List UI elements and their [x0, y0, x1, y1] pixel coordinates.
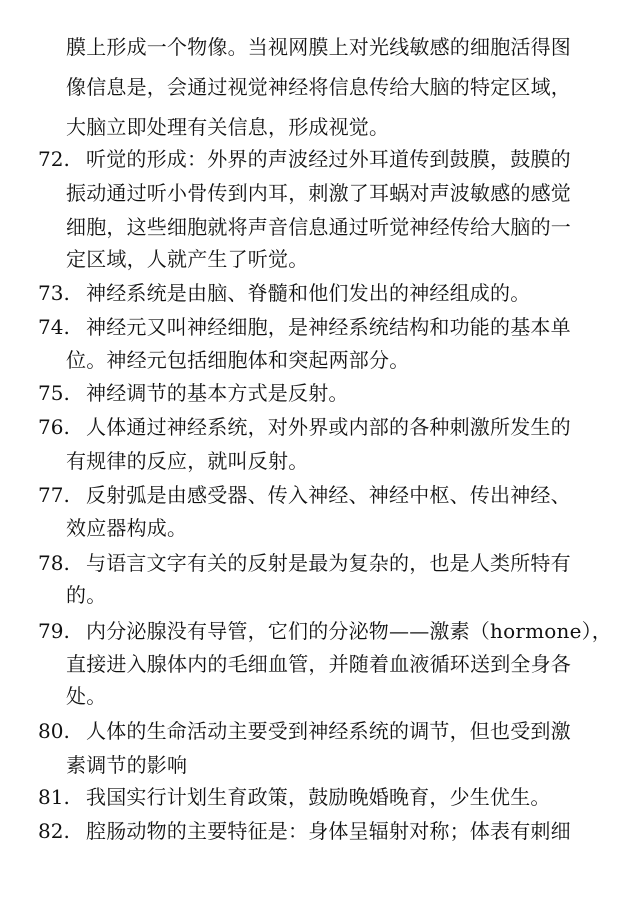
text-line: 人体通过神经系统，对外界或内部的各种刺激所发生的 — [86, 415, 571, 439]
text-line: 定区域，人就产生了听觉。 — [66, 247, 309, 271]
text-line: 听觉的形成：外界的声波经过外耳道传到鼓膜，鼓膜的 — [86, 147, 571, 171]
text-line: 人体的生命活动主要受到神经系统的调节，但也受到激 — [86, 719, 571, 743]
text-line: 细胞，这些细胞就将声音信息通过听觉神经传给大脑的一 — [66, 215, 571, 239]
text-line: 像信息是，会通过视觉神经将信息传给大脑的特定区域， — [66, 75, 571, 99]
item-number: 82. — [38, 819, 70, 843]
text-line: 神经调节的基本方式是反射。 — [86, 381, 349, 405]
text-line: 大脑立即处理有关信息，形成视觉。 — [66, 115, 390, 139]
text-line: 我国实行计划生育政策，鼓励晚婚晚育，少生优生。 — [86, 785, 551, 809]
text-line: 神经系统是由脑、脊髓和他们发出的神经组成的。 — [86, 281, 531, 305]
text-line: 反射弧是由感受器、传入神经、神经中枢、传出神经、 — [86, 483, 571, 507]
item-number: 76. — [38, 415, 70, 439]
item-number: 74. — [38, 315, 70, 339]
text-line: 直接进入腺体内的毛细血管，并随着血液循环送到全身各 — [66, 652, 571, 676]
item-number: 75. — [38, 381, 70, 405]
text-line: 素调节的影响 — [66, 753, 188, 777]
text-line: 内分泌腺没有导管，它们的分泌物——激素（hormone）， — [86, 619, 613, 643]
text-line: 振动通过听小骨传到内耳，刺激了耳蜗对声波敏感的感觉 — [66, 181, 571, 205]
item-number: 78. — [38, 551, 70, 575]
text-line: 效应器构成。 — [66, 516, 188, 540]
item-number: 81. — [38, 785, 70, 809]
text-line: 有规律的反应，就叫反射。 — [66, 449, 309, 473]
item-number: 72. — [38, 147, 70, 171]
item-number: 77. — [38, 483, 70, 507]
text-line: 位。神经元包括细胞体和突起两部分。 — [66, 348, 410, 372]
text-line: 处。 — [66, 684, 107, 708]
item-number: 79. — [38, 619, 70, 643]
text-line: 腔肠动物的主要特征是：身体呈辐射对称；体表有刺细 — [86, 819, 571, 843]
item-number: 80. — [38, 719, 70, 743]
item-number: 73. — [38, 281, 70, 305]
text-line: 神经元又叫神经细胞，是神经系统结构和功能的基本单 — [86, 315, 571, 339]
text-line: 与语言文字有关的反射是最为复杂的，也是人类所特有 — [86, 551, 571, 575]
text-line: 的。 — [66, 583, 107, 607]
text-line: 膜上形成一个物像。当视网膜上对光线敏感的细胞活得图 — [66, 35, 571, 59]
